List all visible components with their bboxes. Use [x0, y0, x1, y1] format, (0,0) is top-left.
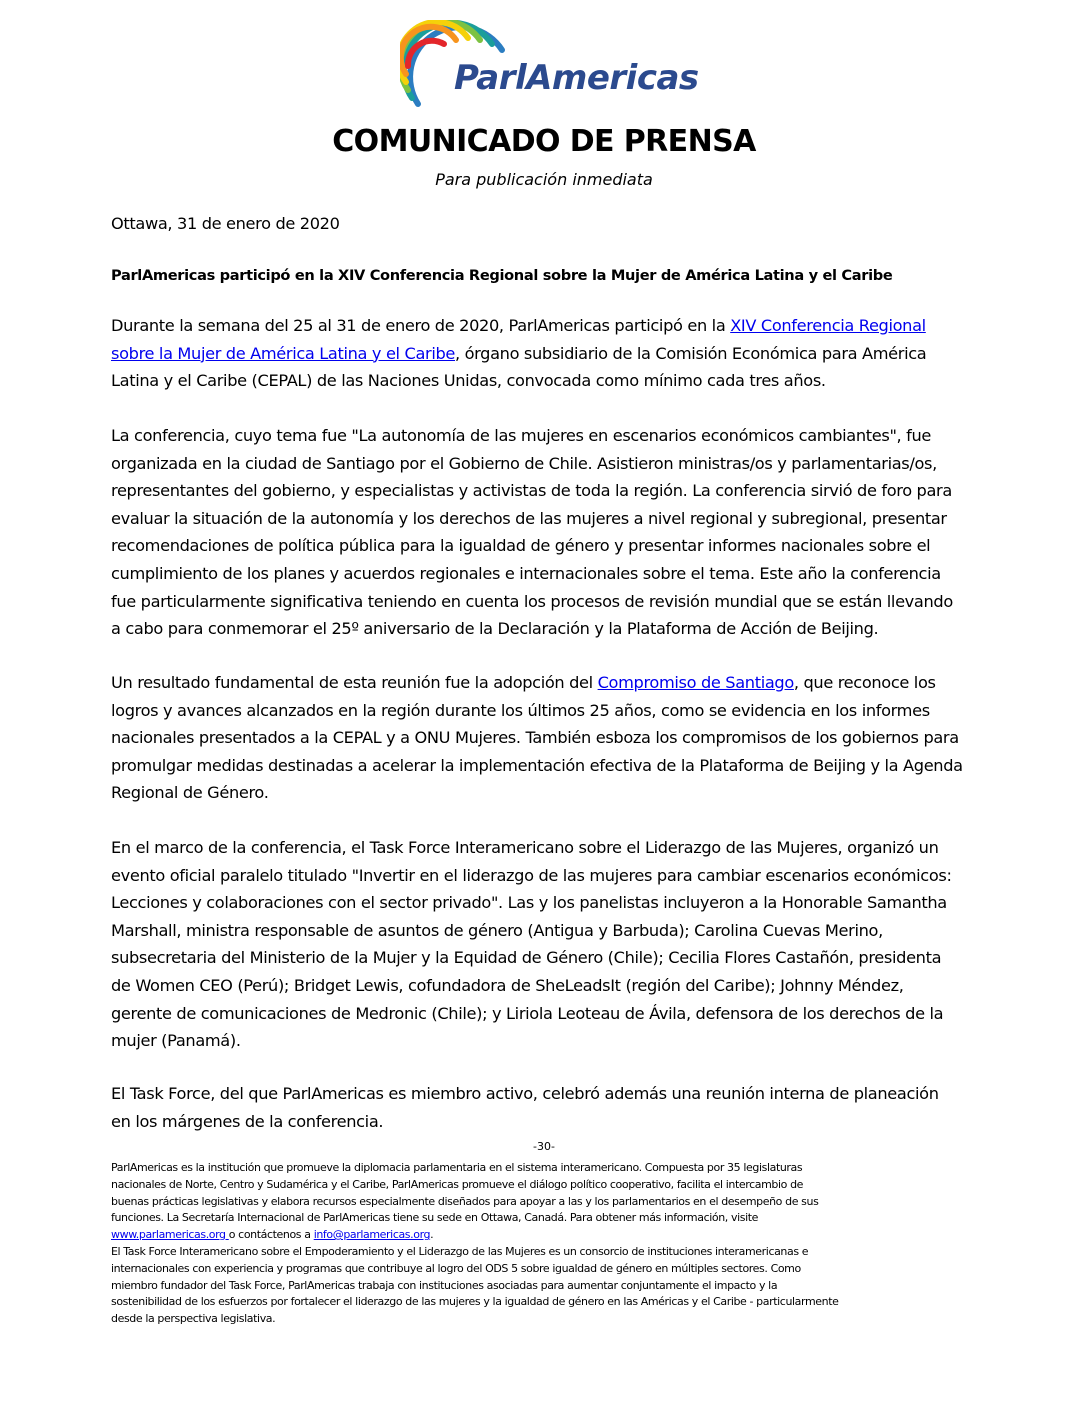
website-link[interactable]: www.parlamericas.org [111, 1228, 229, 1242]
footer-boilerplate: ParlAmericas es la institución que promueve la diplomacia parlamentaria en el sistema interamericano. Compuesta por 35 legislaturas nacionales de Norte, Centro y Sudamérica y el Caribe, ParlAmericas promueve el diálogo político cooperativo, facilita el intercambio de buenas prácticas legislativas y elabora recursos especialmente diseñados para apoyar a las y los parlamentarios en el desempeño de sus funciones. La Secretaría Internacional de ParlAmericas tiene su sede en Ottawa, Canadá. Para obtener más información, visite www.parlamericas.org o contáctenos a info@parlamericas.org. El Task Force Interamericano sobre el Empoderamiento y el Liderazgo de las Mujeres es un consorcio de instituciones interamericanas e internacionales con experiencia y programas que contribuye al logro del ODS 5 sobre igualdad de género en múltiples sectores. Como miembro fundador del Task Force, ParlAmericas trabaja con instituciones asociadas para aumentar conjuntamente el impacto y la sostenibilidad de los esfuerzos por fortalecer el liderazgo de las mujeres y la igualdad de género en las Américas y el Caribe - particularmente desde la perspectiva legislativa. [111, 1161, 839, 1326]
parlamericas-logo [400, 20, 700, 124]
page-title: COMUNICADO DE PRENSA [332, 124, 756, 159]
paragraph-2: La conferencia, cuyo tema fue "La autonomía de las mujeres en escenarios económicos cambiantes", fue organizada en la ciudad de Santiago por el Gobierno de Chile. Asistieron ministras/os y parlamentarias/os, representantes del gobierno, y especialistas y activistas de toda la región. La conferencia sirvió de foro para evaluar la situación de la autonomía y los derechos de las mujeres a nivel regional y subregional, presentar recomendaciones de política pública para la igualdad de género y presentar informes nacionales sobre el cumplimiento de los planes y acuerdos regionales e internacionales sobre el tema. Este año la conferencia fue particularmente significativa teniendo en cuenta los procesos de revisión mundial que se están llevando a cabo para conmemorar el 25º aniversario de la Declaración y la Plataforma de Acción de Beijing. [111, 426, 953, 639]
page-subtitle: Para publicación inmediata [435, 170, 653, 189]
conference-link-continued[interactable]: sobre la Mujer de América Latina y el Caribe [111, 343, 456, 363]
logo-wordmark: ParlAmericas [454, 58, 699, 98]
conference-link[interactable]: XIV Conferencia Regional [730, 316, 926, 335]
email-link[interactable]: info@parlamericas.org [313, 1228, 431, 1242]
paragraph-4: En el marco de la conferencia, el Task Force Interamericano sobre el Liderazgo de las Mujeres, organizó un evento oficial paralelo titulado "Invertir en el liderazgo de las mujeres para cambiar escenarios económicos: Lecciones y colaboraciones con el sector privado". Las y los panelistas incluyeron a la Honorable Samantha Marshall, ministra responsable de asuntos de género (Antigua y Barbuda); Carolina Cuevas Merino, subsecretaria del Ministerio de la Mujer y la Equidad de Género (Chile); Cecilia Flores Castañón, presidenta de Women CEO (Perú); Bridget Lewis, cofundadora de SheLeadsIt (región del Caribe); Johnny Méndez, gerente de comunicaciones de Medronic (Chile); y Liriola Leoteau de Ávila, defensora de los derechos de la mujer (Panamá). [111, 838, 952, 1051]
paragraph-3: Un resultado fundamental de esta reunión fue la adopción del Compromiso de Santiago, que reconoce los logros y avances alcanzados en la región durante los últimos 25 años, como se evidencia en los informes nacionales presentados a la CEPAL y a ONU Mujeres. También esboza los compromisos de los gobiernos para promulgar medidas destinadas a acelerar la implementación efectiva de la Plataforma de Beijing y la Agenda Regional de Género. [111, 673, 963, 803]
compromiso-santiago-link[interactable]: Compromiso de Santiago [597, 673, 794, 692]
headline: ParlAmericas participó en la XIV Conferencia Regional sobre la Mujer de América Latina y el Caribe [111, 267, 893, 284]
page-number: -30- [533, 1140, 555, 1153]
paragraph-1: Durante la semana del 25 al 31 de enero de 2020, ParlAmericas participó en la XIV Conferencia Regional sobre la Mujer de América Latina y el Caribe, órgano subsidiario de la Comisión Económica para América Latina y el Caribe (CEPAL) de las Naciones Unidas, convocada como mínimo cada tres años. [111, 316, 927, 391]
paragraph-5: El Task Force, del que ParlAmericas es miembro activo, celebró además una reunión interna de planeación en los márgenes de la conferencia. [111, 1084, 939, 1131]
dateline: Ottawa, 31 de enero de 2020 [111, 214, 340, 233]
